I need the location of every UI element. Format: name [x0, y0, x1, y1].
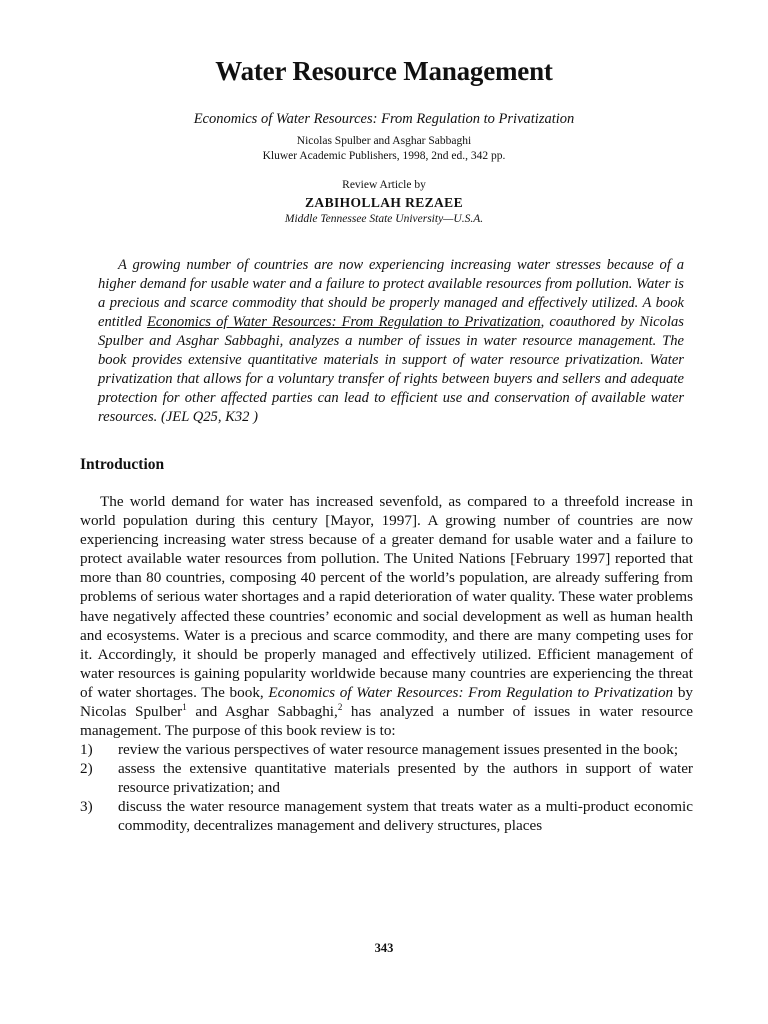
intro-text-4: has analyzed a number of issues in water resource management. The purpose of this book review is to:: [80, 703, 693, 740]
list-item: [80, 740, 693, 759]
abstract-text-1: A growing number of countries are now experiencing increasing water stresses because of a higher demand for usable water and a failure to protect available resources from pollution. Water is a precious and scarce commodity that should be properly managed and effectively utilized. A book entitled: [98, 257, 684, 330]
list-item-number: 3): [80, 798, 93, 816]
review-by-label: Review Article by: [342, 179, 426, 191]
intro-text-3: and Asghar Sabbaghi,: [186, 703, 338, 721]
section-heading-introduction: Introduction: [80, 456, 165, 473]
page-number: 343: [374, 941, 394, 955]
list-item-number: 1): [80, 741, 93, 758]
list-item-text: discuss the water resource management system that treats water as a multi-product economic commodity, decentralizes management and delivery structures, places: [118, 798, 693, 835]
abstract-text-2: , coauthored by Nicolas Spulber and Asghar Sabbaghi, analyzes a number of issues in water resource management. The book provides extensive quantitative materials in support of water resource privatization. Water privatization that allows for a voluntary transfer of rights between buyers and sellers and adequate protection for other affected parties can lead to efficient use and conservation of available water resources. (JEL Q25, K32 ): [98, 314, 684, 425]
book-title: Economics of Water Resources: From Regulation to Privatization: [193, 111, 575, 127]
abstract-book-title: Economics of Water Resources: From Regulation to Privatization: [146, 314, 541, 330]
reviewer-name: ZABIHOLLAH REZAEE: [305, 195, 463, 210]
intro-book-title: Economics of Water Resources: From Regulation to Privatization: [268, 683, 674, 701]
intro-text-2: by Nicolas Spulber: [80, 683, 694, 721]
list-item-text: review the various perspectives of water resource management issues presented in the book;: [118, 741, 679, 758]
purpose-list: [80, 740, 693, 835]
list-item-text: assess the extensive quantitative materials presented by the authors in support of water resource privatization; and: [118, 760, 693, 797]
footnote-marker-1: 1: [182, 701, 187, 712]
article-title: Water Resource Management: [215, 56, 553, 86]
list-item-number: 2): [80, 760, 93, 778]
abstract: [98, 256, 684, 427]
introduction-paragraph: [80, 492, 693, 740]
book-publisher: Kluwer Academic Publishers, 1998, 2nd ed., 342 pp.: [262, 150, 506, 162]
footnote-marker-2: 2: [337, 701, 343, 712]
book-authors: Nicolas Spulber and Asghar Sabbaghi: [296, 135, 472, 147]
list-item: [80, 797, 693, 835]
list-item: [80, 759, 693, 797]
intro-text-1: The world demand for water has increased sevenfold, as compared to a threefold increase in world population during this century [Mayor, 1997]. A growing number of countries are now experiencing increasing water stress because of a greater demand for usable water and a failure to protect available water resources from pollution. The United Nations [February 1997] reported that more than 80 countries, composing 40 percent of the world’s population, are already suffering from problems of serious water shortages and a rapid deterioration of water quality. These water problems have negatively affected these countries’ economic and social development as well as human health and ecosystems. Water is a precious and scarce commodity, and there are many competing uses for it. Accordingly, it should be properly managed and effectively utilized. Efficient management of water resources is gaining popularity worldwide because many countries are experiencing the threat of water shortages. The book,: [80, 493, 693, 701]
reviewer-affiliation: Middle Tennessee State University—U.S.A.: [284, 213, 484, 225]
